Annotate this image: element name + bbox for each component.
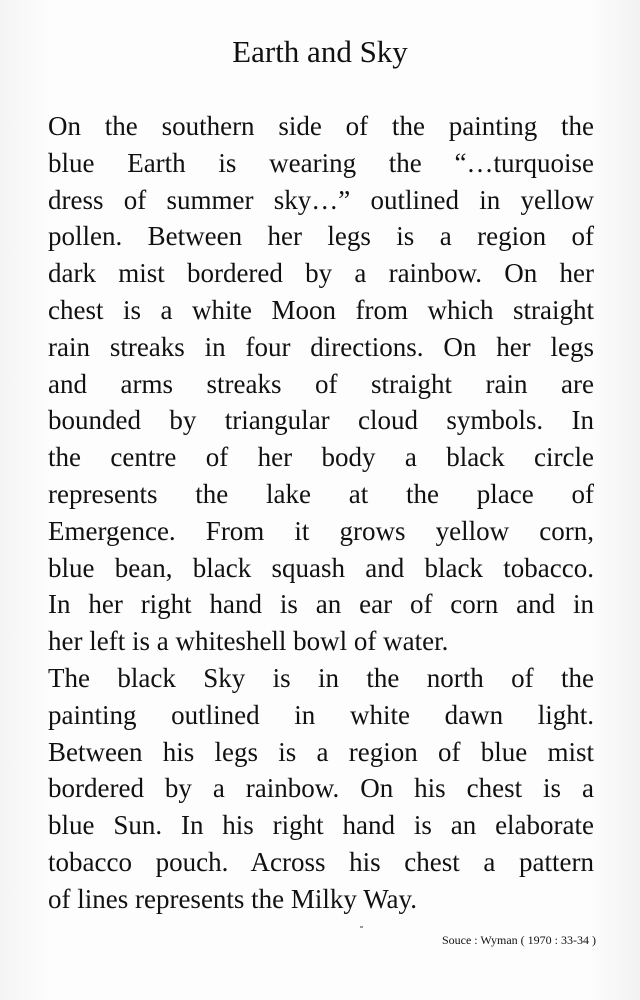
text-line: Between his legs is a region of blue mist — [48, 736, 594, 767]
text-line: bordered by a rainbow. On his chest is a — [48, 773, 594, 804]
text-line: The black Sky is in the north of the — [48, 662, 594, 693]
text-line: the centre of her body a black circle — [48, 442, 594, 473]
text-line: blue Sun. In his right hand is an elaborate — [48, 810, 594, 841]
text-line: On the southern side of the painting the — [48, 111, 594, 141]
text-line: tobacco pouch. Across his chest a pattern — [48, 846, 594, 877]
paragraph-sky — [48, 660, 594, 918]
text-line: Emergence. From it grows yellow corn, — [48, 515, 594, 546]
text-line: chest is a white Moon from which straight — [48, 294, 594, 325]
text-line: of lines represents the Milky Way. — [48, 883, 417, 914]
text-line: her left is a whiteshell bowl of water. — [48, 626, 449, 657]
source-citation: Souce : Wyman ( 1970 : 33-34 ) — [441, 933, 596, 947]
text-line: dress of summer sky…” outlined in yellow — [48, 184, 594, 215]
document-title: Earth and Sky — [232, 34, 408, 69]
text-line: represents the lake at the place of — [48, 478, 594, 509]
text-line: dark mist bordered by a rainbow. On her — [48, 258, 594, 289]
text-line: painting outlined in white dawn light. — [48, 699, 594, 730]
text-line: rain streaks in four directions. On her legs — [48, 331, 594, 362]
text-line: blue Earth is wearing the “…turquoise — [48, 147, 594, 178]
text-line: In her right hand is an ear of corn and in — [48, 589, 594, 620]
text-line: pollen. Between her legs is a region of — [48, 221, 594, 252]
paragraph-earth — [48, 108, 594, 660]
document-body — [48, 108, 594, 918]
text-line: blue bean, black squash and black tobacco. — [48, 552, 594, 583]
scan-speck — [360, 926, 363, 928]
text-line: bounded by triangular cloud symbols. In — [48, 405, 594, 436]
text-line: and arms streaks of straight rain are — [48, 368, 594, 399]
